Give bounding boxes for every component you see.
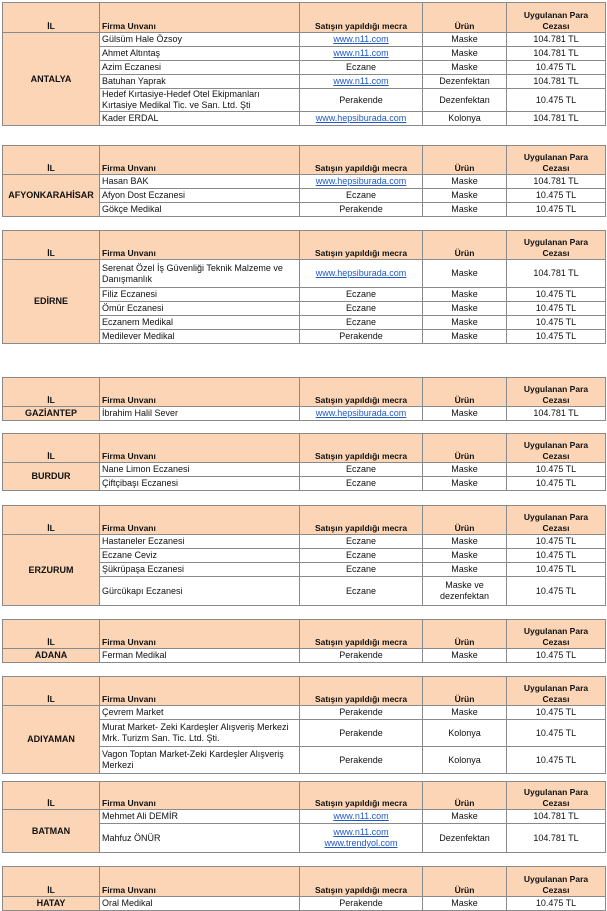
company-name: Vagon Toptan Market-Zeki Kardeşler Alışveriş Merkezi — [100, 747, 300, 774]
channel-link[interactable]: www.n11.com — [333, 811, 389, 821]
penalty-amount: 10.475 TL — [507, 549, 606, 563]
header-row — [3, 867, 606, 897]
product: Maske — [423, 189, 507, 203]
sales-channel[interactable] — [300, 47, 423, 61]
product: Maske — [423, 47, 507, 61]
header-ceza-line1: Uygulanan Para — [523, 10, 589, 20]
province-table — [2, 781, 606, 853]
header-urun: Ürün — [423, 434, 507, 463]
province-table — [2, 377, 606, 421]
header-ceza — [507, 231, 606, 260]
penalty-amount: 104.781 TL — [507, 407, 606, 421]
header-ceza-line2: Cezası — [542, 885, 570, 895]
penalty-amount: 10.475 TL — [507, 302, 606, 316]
table-row — [3, 535, 606, 549]
product: Maske — [423, 706, 507, 720]
header-mecra: Satışın yapıldığı mecra — [300, 434, 423, 463]
header-ceza — [507, 782, 606, 810]
product: Maske — [423, 477, 507, 491]
header-il: İL — [3, 506, 100, 535]
company-name: Mahfuz ÖNÜR — [100, 824, 300, 853]
header-row — [3, 782, 606, 810]
province-table — [2, 676, 606, 774]
penalty-amount: 104.781 TL — [507, 33, 606, 47]
table-row — [3, 407, 606, 421]
header-ceza-line2: Cezası — [542, 637, 570, 647]
company-name: Oral Medikal — [100, 897, 300, 911]
product: Dezenfektan — [423, 824, 507, 853]
header-ceza-line2: Cezası — [542, 798, 570, 808]
penalty-amount: 10.475 TL — [507, 189, 606, 203]
province-table — [2, 230, 606, 344]
penalty-amount: 10.475 TL — [507, 897, 606, 911]
header-mecra: Satışın yapıldığı mecra — [300, 378, 423, 407]
product: Maske — [423, 897, 507, 911]
company-name: Batuhan Yaprak — [100, 75, 300, 89]
header-mecra: Satışın yapıldığı mecra — [300, 3, 423, 33]
penalty-amount: 10.475 TL — [507, 463, 606, 477]
header-ceza — [507, 620, 606, 649]
province-name: EDİRNE — [3, 260, 100, 344]
province-name: BURDUR — [3, 463, 100, 491]
province-table — [2, 505, 606, 606]
province-name: ADIYAMAN — [3, 706, 100, 774]
penalty-amount: 10.475 TL — [507, 720, 606, 747]
sales-channel: Perakende — [300, 897, 423, 911]
header-firma: Firma Unvanı — [100, 3, 300, 33]
province-name: BATMAN — [3, 810, 100, 853]
penalty-amount: 10.475 TL — [507, 316, 606, 330]
product: Kolonya — [423, 747, 507, 774]
header-ceza — [507, 506, 606, 535]
header-mecra: Satışın yapıldığı mecra — [300, 146, 423, 175]
header-row — [3, 677, 606, 706]
product: Maske — [423, 302, 507, 316]
header-mecra: Satışın yapıldığı mecra — [300, 231, 423, 260]
penalty-amount: 10.475 TL — [507, 649, 606, 663]
company-name: Hastaneler Eczanesi — [100, 535, 300, 549]
header-firma: Firma Unvanı — [100, 620, 300, 649]
header-ceza-line2: Cezası — [542, 523, 570, 533]
header-row — [3, 231, 606, 260]
table-row — [3, 33, 606, 47]
province-table — [2, 145, 606, 217]
company-name: Afyon Dost Eczanesi — [100, 189, 300, 203]
product: Maske — [423, 563, 507, 577]
table-row — [3, 175, 606, 189]
company-name: Gülsüm Hale Özsoy — [100, 33, 300, 47]
company-name: Ahmet Altıntaş — [100, 47, 300, 61]
header-urun: Ürün — [423, 506, 507, 535]
sales-channel: Eczane — [300, 563, 423, 577]
company-name: Çiftçibaşı Eczanesi — [100, 477, 300, 491]
header-il: İL — [3, 146, 100, 175]
channel-link[interactable]: www.n11.com — [333, 34, 389, 44]
product: Maske — [423, 203, 507, 217]
table-row — [3, 706, 606, 720]
header-ceza — [507, 677, 606, 706]
header-firma: Firma Unvanı — [100, 231, 300, 260]
penalty-amount: 104.781 TL — [507, 175, 606, 189]
company-name: Gürcükapı Eczanesi — [100, 577, 300, 606]
table-row — [3, 897, 606, 911]
province-table — [2, 433, 606, 491]
header-urun: Ürün — [423, 3, 507, 33]
header-ceza-line1: Uygulanan Para — [523, 874, 589, 884]
header-il: İL — [3, 434, 100, 463]
header-ceza — [507, 434, 606, 463]
header-urun: Ürün — [423, 378, 507, 407]
product: Maske — [423, 61, 507, 75]
penalty-amount: 10.475 TL — [507, 747, 606, 774]
company-name: Ferman Medikal — [100, 649, 300, 663]
header-ceza-line1: Uygulanan Para — [523, 440, 589, 450]
penalty-amount: 10.475 TL — [507, 288, 606, 302]
channel-link[interactable]: www.hepsiburada.com — [315, 408, 407, 418]
product: Maske — [423, 288, 507, 302]
product: Kolonya — [423, 720, 507, 747]
header-urun: Ürün — [423, 782, 507, 810]
sales-channel: Eczane — [300, 549, 423, 563]
province-name: ADANA — [3, 649, 100, 663]
header-ceza-line1: Uygulanan Para — [523, 512, 589, 522]
company-name: Filiz Eczanesi — [100, 288, 300, 302]
table-row — [3, 649, 606, 663]
penalty-amount: 10.475 TL — [507, 563, 606, 577]
product: Dezenfektan — [423, 75, 507, 89]
penalty-amount: 10.475 TL — [507, 61, 606, 75]
company-name: Murat Market- Zeki Kardeşler Alışveriş Merkezi Mrk. Turizm San. Tic. Ltd. Şti. — [100, 720, 300, 747]
product: Maske — [423, 810, 507, 824]
header-ceza-line2: Cezası — [542, 248, 570, 258]
header-ceza-line2: Cezası — [542, 163, 570, 173]
product: Maske — [423, 260, 507, 288]
channel-link[interactable]: www.n11.com — [333, 76, 389, 86]
penalty-amount: 104.781 TL — [507, 824, 606, 853]
product: Maske — [423, 175, 507, 189]
header-urun: Ürün — [423, 677, 507, 706]
product: Maske — [423, 649, 507, 663]
header-firma: Firma Unvanı — [100, 782, 300, 810]
header-ceza-line1: Uygulanan Para — [523, 384, 589, 394]
sales-channel: Eczane — [300, 302, 423, 316]
product: Kolonya — [423, 112, 507, 126]
header-firma: Firma Unvanı — [100, 434, 300, 463]
header-ceza-line2: Cezası — [542, 395, 570, 405]
header-firma: Firma Unvanı — [100, 378, 300, 407]
sales-channel: Perakende — [300, 720, 423, 747]
province-table — [2, 2, 606, 126]
header-row — [3, 620, 606, 649]
sales-channel: Eczane — [300, 477, 423, 491]
table-row — [3, 810, 606, 824]
sales-channel[interactable] — [300, 407, 423, 421]
province-name: HATAY — [3, 897, 100, 911]
province-table — [2, 866, 606, 911]
product: Maske — [423, 407, 507, 421]
product: Dezenfektan — [423, 89, 507, 112]
company-name: Hedef Kırtasiye-Hedef Otel Ekipmanları Kırtasiye Medikal Tic. ve San. Ltd. Şti — [100, 89, 300, 112]
header-mecra: Satışın yapıldığı mecra — [300, 782, 423, 810]
province-name: GAZİANTEP — [3, 407, 100, 421]
header-urun: Ürün — [423, 146, 507, 175]
penalty-amount: 10.475 TL — [507, 203, 606, 217]
header-ceza-line2: Cezası — [542, 451, 570, 461]
header-firma: Firma Unvanı — [100, 867, 300, 897]
sales-channel[interactable] — [300, 260, 423, 288]
header-mecra: Satışın yapıldığı mecra — [300, 867, 423, 897]
province-name: ERZURUM — [3, 535, 100, 606]
sales-channel: Eczane — [300, 61, 423, 75]
company-name: Gökçe Medikal — [100, 203, 300, 217]
product: Maske — [423, 33, 507, 47]
header-mecra: Satışın yapıldığı mecra — [300, 677, 423, 706]
sales-channel: Eczane — [300, 535, 423, 549]
header-firma: Firma Unvanı — [100, 146, 300, 175]
sales-channel[interactable] — [300, 112, 423, 126]
sales-channel: Eczane — [300, 463, 423, 477]
header-il: İL — [3, 378, 100, 407]
header-urun: Ürün — [423, 231, 507, 260]
company-name: İbrahim Halil Sever — [100, 407, 300, 421]
channel-link[interactable]: www.hepsiburada.com — [315, 268, 407, 278]
header-ceza — [507, 146, 606, 175]
province-name: AFYONKARAHİSAR — [3, 175, 100, 217]
company-name: Eczanem Medikal — [100, 316, 300, 330]
sales-channel[interactable] — [300, 810, 423, 824]
header-row — [3, 434, 606, 463]
sales-channel[interactable] — [300, 824, 423, 853]
header-ceza-line1: Uygulanan Para — [523, 237, 589, 247]
header-ceza — [507, 378, 606, 407]
company-name: Medilever Medikal — [100, 330, 300, 344]
company-name: Kader ERDAL — [100, 112, 300, 126]
province-name: ANTALYA — [3, 33, 100, 126]
penalty-amount: 104.781 TL — [507, 112, 606, 126]
company-name: Eczane Ceviz — [100, 549, 300, 563]
sales-channel: Perakende — [300, 747, 423, 774]
header-ceza-line1: Uygulanan Para — [523, 683, 589, 693]
channel-link[interactable]: www.n11.com — [333, 48, 389, 58]
penalty-amount: 10.475 TL — [507, 535, 606, 549]
table-row — [3, 260, 606, 288]
header-row — [3, 146, 606, 175]
header-row — [3, 3, 606, 33]
sales-channel: Perakende — [300, 89, 423, 112]
product: Maske ve dezenfektan — [423, 577, 507, 606]
channel-link[interactable]: www.hepsiburada.com — [315, 176, 407, 186]
sales-channel: Eczane — [300, 577, 423, 606]
product: Maske — [423, 330, 507, 344]
header-il: İL — [3, 231, 100, 260]
penalty-amount: 10.475 TL — [507, 706, 606, 720]
product: Maske — [423, 316, 507, 330]
header-row — [3, 378, 606, 407]
company-name: Çevrem Market — [100, 706, 300, 720]
sales-channel: Perakende — [300, 330, 423, 344]
header-ceza — [507, 867, 606, 897]
company-name: Serenat Özel İş Güvenliği Teknik Malzeme ve Danışmanlık — [100, 260, 300, 288]
sales-channel: Perakende — [300, 203, 423, 217]
sales-channel[interactable] — [300, 33, 423, 47]
penalty-amount: 104.781 TL — [507, 810, 606, 824]
header-ceza-line2: Cezası — [542, 694, 570, 704]
company-name: Azim Eczanesi — [100, 61, 300, 75]
sales-channel: Eczane — [300, 316, 423, 330]
province-table — [2, 619, 606, 663]
sales-channel: Perakende — [300, 649, 423, 663]
penalty-amount: 104.781 TL — [507, 260, 606, 288]
company-name: Nane Limon Eczanesi — [100, 463, 300, 477]
header-firma: Firma Unvanı — [100, 677, 300, 706]
header-ceza-line1: Uygulanan Para — [523, 787, 589, 797]
header-mecra: Satışın yapıldığı mecra — [300, 620, 423, 649]
penalty-amount: 104.781 TL — [507, 47, 606, 61]
header-row — [3, 506, 606, 535]
product: Maske — [423, 535, 507, 549]
header-il: İL — [3, 3, 100, 33]
channel-link[interactable]: www.trendyol.com — [324, 838, 398, 848]
company-name: Şükrüpaşa Eczanesi — [100, 563, 300, 577]
penalty-amount: 10.475 TL — [507, 477, 606, 491]
sales-channel: Perakende — [300, 706, 423, 720]
sales-channel[interactable] — [300, 75, 423, 89]
table-row — [3, 463, 606, 477]
channel-link[interactable]: www.hepsiburada.com — [315, 113, 407, 123]
penalty-amount: 10.475 TL — [507, 577, 606, 606]
penalty-amount: 104.781 TL — [507, 75, 606, 89]
header-ceza — [507, 3, 606, 33]
header-ceza-line1: Uygulanan Para — [523, 152, 589, 162]
company-name: Ömür Eczanesi — [100, 302, 300, 316]
sales-channel: Eczane — [300, 189, 423, 203]
header-il: İL — [3, 677, 100, 706]
product: Maske — [423, 549, 507, 563]
sales-channel: Eczane — [300, 288, 423, 302]
penalty-amount: 10.475 TL — [507, 89, 606, 112]
header-il: İL — [3, 867, 100, 897]
header-firma: Firma Unvanı — [100, 506, 300, 535]
header-ceza-line1: Uygulanan Para — [523, 626, 589, 636]
header-urun: Ürün — [423, 620, 507, 649]
sales-channel[interactable] — [300, 175, 423, 189]
header-mecra: Satışın yapıldığı mecra — [300, 506, 423, 535]
header-urun: Ürün — [423, 867, 507, 897]
header-il: İL — [3, 782, 100, 810]
header-il: İL — [3, 620, 100, 649]
header-ceza-line2: Cezası — [542, 21, 570, 31]
product: Maske — [423, 463, 507, 477]
channel-link[interactable]: www.n11.com — [333, 827, 389, 837]
company-name: Mehmet Ali DEMİR — [100, 810, 300, 824]
company-name: Hasan BAK — [100, 175, 300, 189]
penalty-amount: 10.475 TL — [507, 330, 606, 344]
